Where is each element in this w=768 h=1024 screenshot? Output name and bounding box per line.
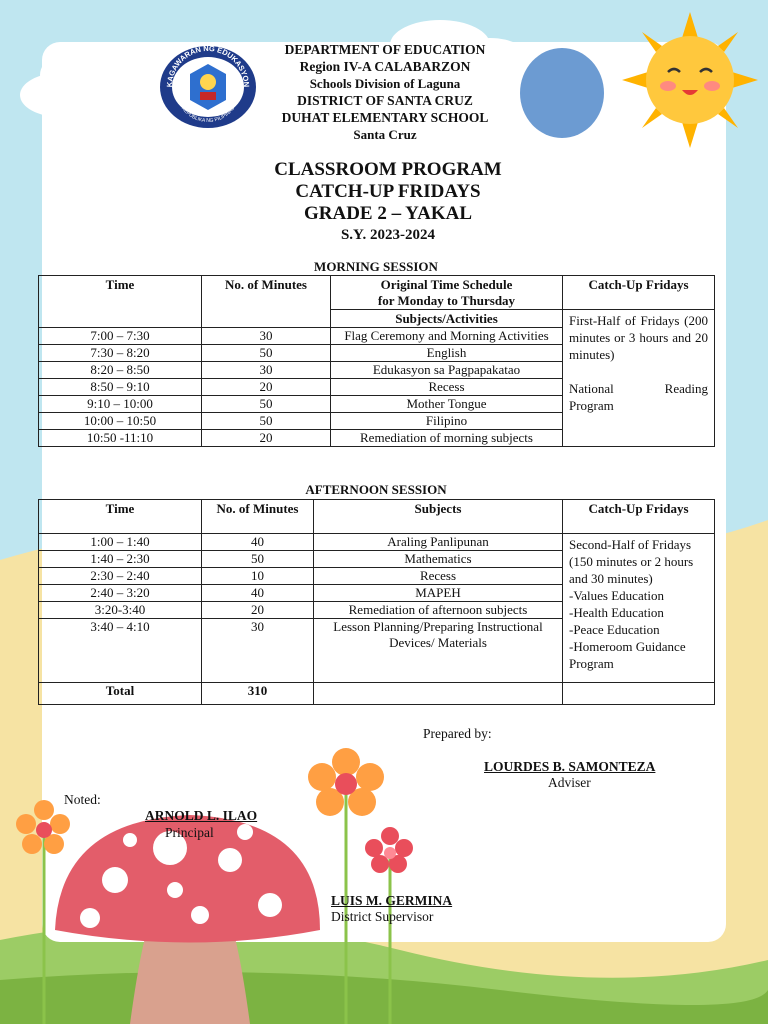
- division-name: Schools Division of Laguna: [309, 76, 461, 91]
- catchup-item: -Values Education: [569, 588, 664, 603]
- afternoon-schedule-table: [38, 499, 715, 705]
- table-cell: 50: [202, 396, 331, 413]
- adviser-name: LOURDES B. SAMONTEZA: [484, 759, 656, 774]
- col-catchup: Catch-Up Fridays: [563, 500, 715, 534]
- table-cell: MAPEH: [314, 585, 563, 602]
- district-name: DISTRICT OF SANTA CRUZ: [297, 93, 473, 108]
- supervisor-name: LUIS M. GERMINA: [331, 893, 453, 908]
- col-minutes: No. of Minutes: [202, 500, 314, 534]
- table-cell: Araling Panlipunan: [314, 534, 563, 551]
- table-cell: 20: [202, 379, 331, 396]
- table-cell: 20: [202, 602, 314, 619]
- school-header: [200, 41, 570, 143]
- table-cell: Flag Ceremony and Morning Activities: [331, 328, 563, 345]
- table-cell: 50: [202, 345, 331, 362]
- table-cell: Mathematics: [314, 551, 563, 568]
- total-label: Total: [39, 683, 202, 705]
- table-cell: 9:10 – 10:00: [39, 396, 202, 413]
- table-cell: 10:00 – 10:50: [39, 413, 202, 430]
- catchup-item: -Health Education: [569, 605, 664, 620]
- total-row: [39, 683, 715, 705]
- table-cell: Lesson Planning/Preparing Instructional Devices/ Materials: [314, 619, 563, 683]
- table-cell: Remediation of morning subjects: [331, 430, 563, 447]
- supervisor-signature: [331, 893, 452, 909]
- table-cell: 30: [202, 362, 331, 379]
- school-year: S.Y. 2023-2024: [340, 227, 436, 243]
- morning-catchup-cell: [563, 310, 715, 447]
- document-title: [188, 159, 588, 245]
- prepared-by-label: Prepared by:: [423, 726, 492, 741]
- principal-title: Principal: [165, 825, 214, 840]
- table-cell: Remediation of afternoon subjects: [314, 602, 563, 619]
- adviser-title: Adviser: [548, 775, 591, 790]
- table-cell: 10: [202, 568, 314, 585]
- afternoon-session-heading: AFTERNOON SESSION: [305, 482, 447, 497]
- afternoon-catchup-cell: [563, 534, 715, 683]
- table-cell: 8:20 – 8:50: [39, 362, 202, 379]
- col-subjects: Subjects: [314, 500, 563, 534]
- title-line-3: GRADE 2 – YAKAL: [303, 203, 473, 224]
- col-catchup: Catch-Up Fridays: [563, 276, 715, 310]
- col-time: Time: [39, 500, 202, 534]
- total-minutes: 310: [202, 683, 314, 705]
- table-cell: English: [331, 345, 563, 362]
- principal-signature: [145, 808, 257, 824]
- table-cell: 30: [202, 619, 314, 683]
- svg-text:KAGAWARAN NG EDUKASYON: KAGAWARAN NG EDUKASYON: [164, 44, 252, 88]
- table-cell: 40: [202, 534, 314, 551]
- table-cell: 1:00 – 1:40: [39, 534, 202, 551]
- table-cell: 1:40 – 2:30: [39, 551, 202, 568]
- morning-session-heading: MORNING SESSION: [314, 259, 438, 274]
- table-cell: 3:40 – 4:10: [39, 619, 202, 683]
- title-line-1: CLASSROOM PROGRAM: [274, 159, 502, 180]
- morning-catchup-text: First-Half of Fridays (200 minutes or 3 hours and 20 minutes): [569, 313, 708, 362]
- table-cell: 40: [202, 585, 314, 602]
- table-cell: [563, 683, 715, 705]
- title-line-2: CATCH-UP FRIDAYS: [295, 181, 481, 202]
- svg-text:REPUBLIKA NG PILIPINAS: REPUBLIKA NG PILIPINAS: [179, 105, 237, 125]
- sun-icon: [620, 10, 760, 150]
- table-cell: 8:50 – 9:10: [39, 379, 202, 396]
- table-cell: 7:30 – 8:20: [39, 345, 202, 362]
- table-cell: Edukasyon sa Pagpapakatao: [331, 362, 563, 379]
- table-cell: [314, 683, 563, 705]
- table-cell: Recess: [331, 379, 563, 396]
- region-name: Region IV-A CALABARZON: [299, 59, 471, 74]
- table-row: [39, 534, 715, 551]
- table-cell: Recess: [314, 568, 563, 585]
- table-cell: 50: [202, 551, 314, 568]
- catchup-item: -Homeroom Guidance Program: [569, 639, 686, 671]
- catchup-item: -Peace Education: [569, 622, 660, 637]
- subheader-subjects: Subjects/Activities: [331, 310, 563, 328]
- morning-catchup-program: National Reading Program: [569, 381, 708, 413]
- afternoon-catchup-text: Second-Half of Fridays (150 minutes or 2 hours and 30 minutes): [569, 537, 694, 586]
- supervisor-title: District Supervisor: [331, 909, 434, 924]
- table-cell: 2:30 – 2:40: [39, 568, 202, 585]
- flowers-mushroom-illustration: [0, 740, 768, 1024]
- col-time: Time: [39, 276, 202, 328]
- table-cell: 50: [202, 413, 331, 430]
- adviser-signature: [484, 759, 655, 775]
- table-cell: Mother Tongue: [331, 396, 563, 413]
- table-cell: 30: [202, 328, 331, 345]
- noted-label: Noted:: [64, 792, 101, 807]
- table-cell: 2:40 – 3:20: [39, 585, 202, 602]
- table-cell: 3:20-3:40: [39, 602, 202, 619]
- morning-schedule-table: [38, 275, 715, 447]
- town-name: Santa Cruz: [353, 127, 417, 142]
- department-name: DEPARTMENT OF EDUCATION: [284, 42, 486, 57]
- table-cell: 20: [202, 430, 331, 447]
- principal-name: ARNOLD L. ILAO: [145, 808, 258, 823]
- school-name: DUHAT ELEMENTARY SCHOOL: [281, 110, 489, 125]
- table-cell: 7:00 – 7:30: [39, 328, 202, 345]
- table-cell: Filipino: [331, 413, 563, 430]
- table-cell: 10:50 -11:10: [39, 430, 202, 447]
- col-schedule: Original Time Schedule for Monday to Thursday: [331, 276, 563, 310]
- col-minutes: No. of Minutes: [202, 276, 331, 328]
